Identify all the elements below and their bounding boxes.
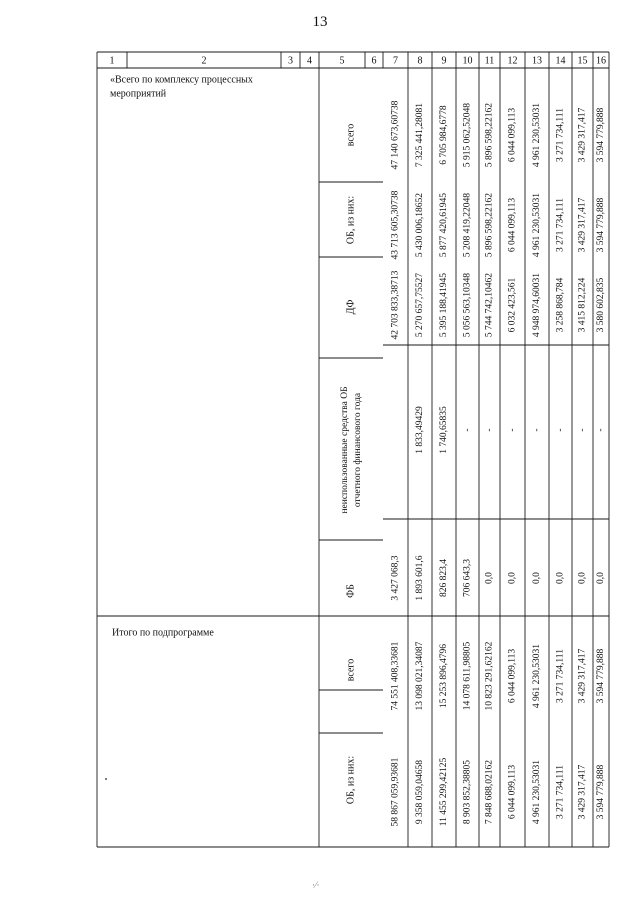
section1-total-value: 5 896 598,22162 <box>484 102 495 168</box>
section1-ob-value: 3 271 734,111 <box>555 198 566 252</box>
header-fb: ФБ <box>345 584 357 598</box>
column-number: 5 <box>339 55 345 67</box>
section2-ob-value: 7 848 688,02162 <box>484 759 495 825</box>
section2-ob-value: 58 867 059,93681 <box>390 757 401 827</box>
column-number: 4 <box>307 55 312 67</box>
section2-ob-value: 11 455 299,42125 <box>439 757 449 827</box>
section2-ob-value: 9 358 059,04658 <box>415 759 425 825</box>
header-ob-of-them: ОБ, из них: <box>345 755 357 805</box>
section1-df-value: 3 415 812,224 <box>577 277 588 333</box>
section1-df-value: 3 580 602,835 <box>596 277 606 333</box>
column-number: 12 <box>507 55 518 67</box>
section2-total-value: 6 044 099,113 <box>507 648 518 704</box>
column-number: 7 <box>393 55 398 67</box>
column-number: 13 <box>532 55 542 67</box>
column-number: 10 <box>462 55 473 67</box>
column-number: 2 <box>201 55 207 67</box>
section2-fb-value: 826 823,4 <box>439 559 449 597</box>
section1-ob-value: 5 208 419,22048 <box>462 192 473 258</box>
column-number: 6 <box>371 55 377 67</box>
section2-total-value: 3 429 317,417 <box>577 648 588 704</box>
section1-df-value: 3 258 868,784 <box>555 277 566 333</box>
section2-fb-value: 706 643,3 <box>462 559 473 597</box>
section2-fb-value: 0,0 <box>577 572 588 584</box>
column-number: 9 <box>441 55 447 67</box>
section2-fb-value: 0,0 <box>555 572 566 584</box>
section2-total-value: 3 271 734,111 <box>555 649 566 703</box>
column-number: 3 <box>288 55 293 67</box>
section2-total-value: 14 078 611,98805 <box>462 641 473 711</box>
section1-ob-value: 3 429 317,417 <box>577 197 588 253</box>
section1-unused-value: - <box>555 428 566 432</box>
section2-ob-value: 3 594 779,888 <box>596 764 606 820</box>
section2-total-value: 3 594 779,888 <box>596 648 606 704</box>
section2-total-value: 10 823 291,62162 <box>484 641 495 711</box>
header-unused-line1: неиспользованные средства ОБ <box>340 386 350 514</box>
section1-total-value: 3 429 317,417 <box>577 107 588 163</box>
section1-title-line1: «Всего по комплексу процессных <box>110 74 253 86</box>
section1-ob-value: 5 877 420,61945 <box>439 192 449 258</box>
section1-unused-value: - <box>462 428 473 432</box>
section1-total-value: 6 705 984,6778 <box>439 105 449 165</box>
section1-ob-value: 5 896 598,22162 <box>484 192 495 258</box>
section1-unused-value: - <box>577 428 588 432</box>
section1-df-value: 5 744 742,10462 <box>484 272 495 338</box>
section1-unused-value: - <box>507 428 518 432</box>
header-total: всего <box>345 123 357 147</box>
section1-df-value: 5 270 657,75527 <box>415 272 425 338</box>
column-number: 16 <box>596 55 606 67</box>
section1-df-value: 6 032 423,561 <box>507 277 518 333</box>
section1-df-value: 5 395 188,41945 <box>439 272 449 338</box>
speck-mark <box>105 778 107 780</box>
section1-unused-value: 1 740,65835 <box>439 406 449 454</box>
header-total: всего <box>345 658 357 682</box>
section2-total-value: 13 098 021,34087 <box>415 641 425 711</box>
section2-total-value: 4 961 230,53031 <box>532 643 542 709</box>
section2-total-value: 74 551 408,33681 <box>390 641 401 711</box>
section1-unused-value: 1 833,49429 <box>415 406 425 454</box>
header-unused-line2: отчетного финансового года <box>353 392 363 508</box>
section1-unused-value: - <box>484 428 495 432</box>
section2-total-value: 15 253 896,4796 <box>439 643 449 709</box>
section1-unused-value: - <box>596 428 606 432</box>
section1-total-value: 4 961 230,53031 <box>532 102 542 168</box>
section2-fb-value: 0,0 <box>532 572 542 584</box>
section2-fb-value: 0,0 <box>484 572 495 584</box>
page-number: 13 <box>312 14 328 30</box>
column-number: 8 <box>417 55 423 67</box>
column-number: 15 <box>577 55 588 67</box>
section2-ob-value: 4 961 230,53031 <box>532 759 542 825</box>
section1-total-value: 47 140 673,60738 <box>390 100 401 170</box>
section2-ob-value: 3 271 734,111 <box>555 765 566 819</box>
section1-unused-value: - <box>532 428 542 432</box>
pencil-scribble: ·⁄· <box>312 880 320 890</box>
section1-df-value: 4 948 974,60031 <box>532 272 542 338</box>
section1-df-value: 42 703 833,38713 <box>390 270 401 340</box>
section1-total-value: 3 271 734,111 <box>555 108 566 162</box>
section1-ob-value: 43 713 605,30738 <box>390 190 401 260</box>
column-number: 1 <box>109 55 115 67</box>
section2-ob-value: 6 044 099,113 <box>507 764 518 820</box>
section1-total-value: 3 594 779,888 <box>596 107 606 163</box>
section2-fb-value: 0,0 <box>596 572 606 584</box>
column-number: 11 <box>484 55 495 67</box>
column-number: 14 <box>555 55 566 67</box>
section2-ob-value: 3 429 317,417 <box>577 764 588 820</box>
section2-title: Итого по подпрограмме <box>112 627 214 639</box>
section1-total-value: 5 915 062,52048 <box>462 102 473 168</box>
section1-ob-value: 3 594 779,888 <box>596 197 606 253</box>
section2-ob-value: 8 903 852,38805 <box>462 759 473 825</box>
section1-total-value: 7 325 441,28081 <box>415 102 425 168</box>
section1-title-line2: мероприятий <box>110 88 167 100</box>
section1-total-value: 6 044 099,113 <box>507 107 518 163</box>
section1-ob-value: 5 430 006,18652 <box>415 192 425 258</box>
section1-ob-value: 4 961 230,53031 <box>532 192 542 258</box>
header-df: ДФ <box>345 299 357 315</box>
section2-fb-value: 0,0 <box>507 572 518 584</box>
section2-fb-value: 3 427 068,3 <box>390 555 401 601</box>
header-ob-of-them: ОБ, из них: <box>345 195 357 245</box>
section1-df-value: 5 056 563,10348 <box>462 272 473 338</box>
section1-ob-value: 6 044 099,113 <box>507 197 518 253</box>
section2-fb-value: 1 893 601,6 <box>415 555 425 601</box>
